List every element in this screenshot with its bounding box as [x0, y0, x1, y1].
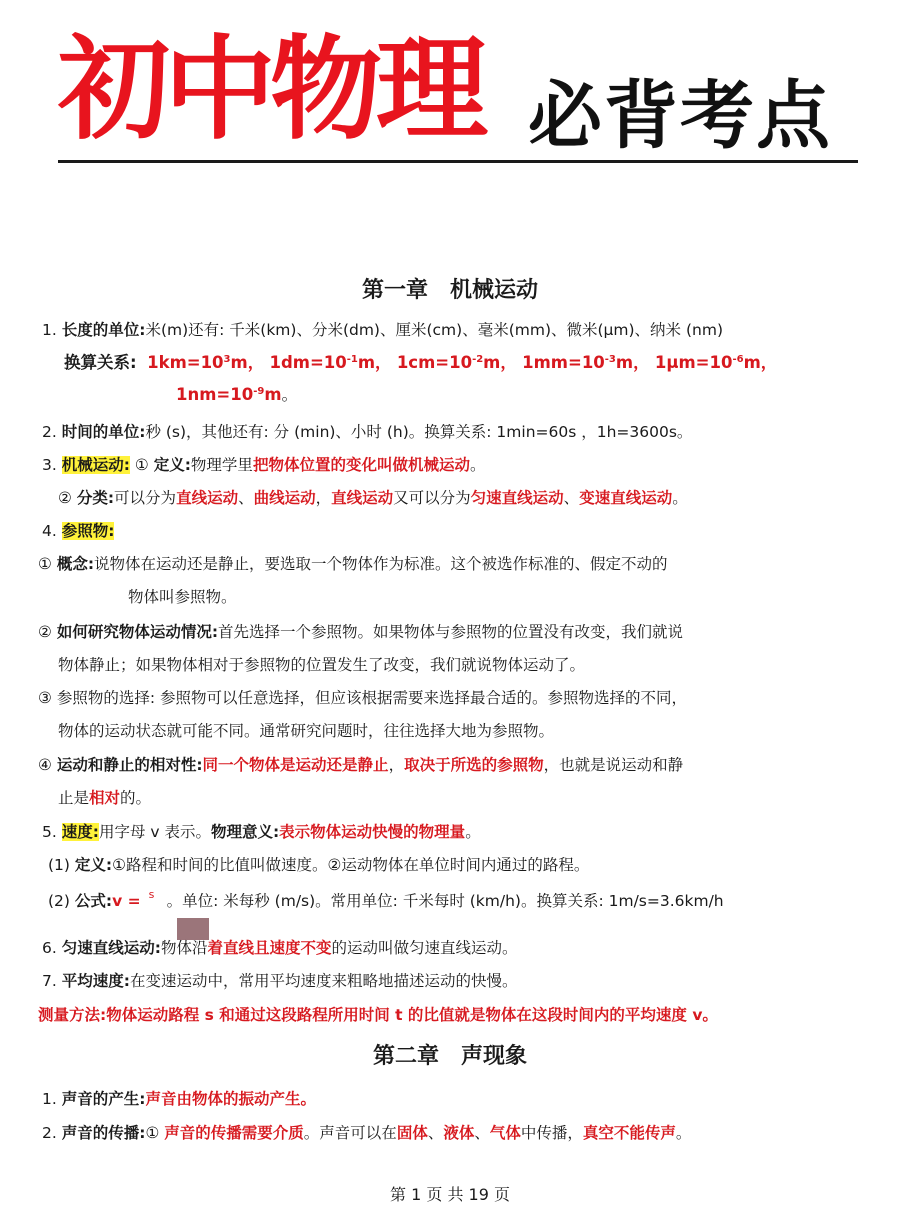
formula-fraction: s [148, 887, 155, 901]
item-mechanical-motion: 3. 机械运动: ① 定义:物理学里把物体位置的变化叫做机械运动。 [42, 456, 486, 474]
page-footer: 第 1 页 共 19 页 [390, 1185, 510, 1204]
item-speed: 5. 速度:用字母 v 表示。物理意义:表示物体运动快慢的物理量。 [42, 823, 481, 841]
item-uniform-motion: 6. 匀速直线运动:物体沿着直线且速度不变的运动叫做匀速直线运动。 [42, 939, 518, 957]
item-study-motion-cont: 物体静止；如果物体相对于参照物的位置发生了改变，我们就说物体运动了。 [58, 656, 586, 674]
item-time-unit: 2. 时间的单位:秒 (s)，其他还有: 分 (min)、小时 (h)。换算关系: 1min=60s ，1h=3600s。 [42, 423, 693, 441]
item-reference-concept: ① 概念:说物体在运动还是静止，要选取一个物体作为标准。这个被选作标准的、假定不动的 [38, 555, 668, 573]
item-reference-choice: ③ 参照物的选择: 参照物可以任意选择，但应该根据需要来选择最合适的。参照物选择的不同， [38, 689, 687, 707]
item-reference-concept-cont: 物体叫参照物。 [128, 588, 237, 606]
item-reference-object: 4. 参照物: [42, 522, 115, 540]
item-motion-classification: ② 分类:可以分为直线运动、曲线运动，直线运动又可以分为匀速直线运动、变速直线运动。 [58, 489, 688, 507]
item-average-speed: 7. 平均速度:在变速运动中，常用平均速度来粗略地描述运动的快慢。 [42, 972, 518, 990]
item-sound-propagation: 2. 声音的传播:① 声音的传播需要介质。声音可以在固体、液体、气体中传播，真空不能传声。 [42, 1124, 692, 1142]
chapter-2-title: 第二章 声现象 [372, 1044, 527, 1069]
item-speed-definition: (1) 定义:①路程和时间的比值叫做速度。②运动物体在单位时间内通过的路程。 [48, 856, 590, 874]
item-measurement-method: 测量方法:物体运动路程 s 和通过这段路程所用时间 t 的比值就是物体在这段时间内的平均速度 v。 [38, 1006, 718, 1024]
title-black: 必背考点 [528, 73, 832, 159]
item-relativity: ④ 运动和静止的相对性:同一个物体是运动还是静止，取决于所选的参照物，也就是说运动和静 [38, 756, 684, 774]
item-sound-production: 1. 声音的产生:声音由物体的振动产生。 [42, 1090, 316, 1108]
item-relativity-cont: 止是相对的。 [58, 789, 152, 807]
item-length-conversion: 换算关系: $1km=10^3m$， $1dm=10^{-1}m$， $1cm=10^{-2}m$， $1mm=10^{-3}m$， $1\mu m=10^{-6}m$， [64, 353, 778, 372]
item-length-unit: 1. 长度的单位:米(m)还有: 千米(km)、分米(dm)、厘米(cm)、毫米(mm)、微米(μm)、纳米 (nm) [42, 321, 723, 339]
item-study-motion: ② 如何研究物体运动情况:首先选择一个参照物。如果物体与参照物的位置没有改变，我们就说 [38, 623, 684, 641]
chapter-1-title: 第一章 机械运动 [361, 278, 538, 303]
header-divider [58, 160, 858, 163]
title-red: 初中物理 [58, 24, 482, 155]
item-reference-choice-cont: 物体的运动状态就可能不同。通常研究问题时，往往选择大地为参照物。 [58, 722, 555, 740]
item-length-conversion-cont: $1nm=10^{-9}m$。 [176, 385, 299, 404]
item-speed-formula: (2) 公式:v = s 。单位: 米每秒 (m/s)。常用单位: 千米每时 (km/h)。换算关系: 1m/s=3.6km/h [48, 887, 724, 910]
